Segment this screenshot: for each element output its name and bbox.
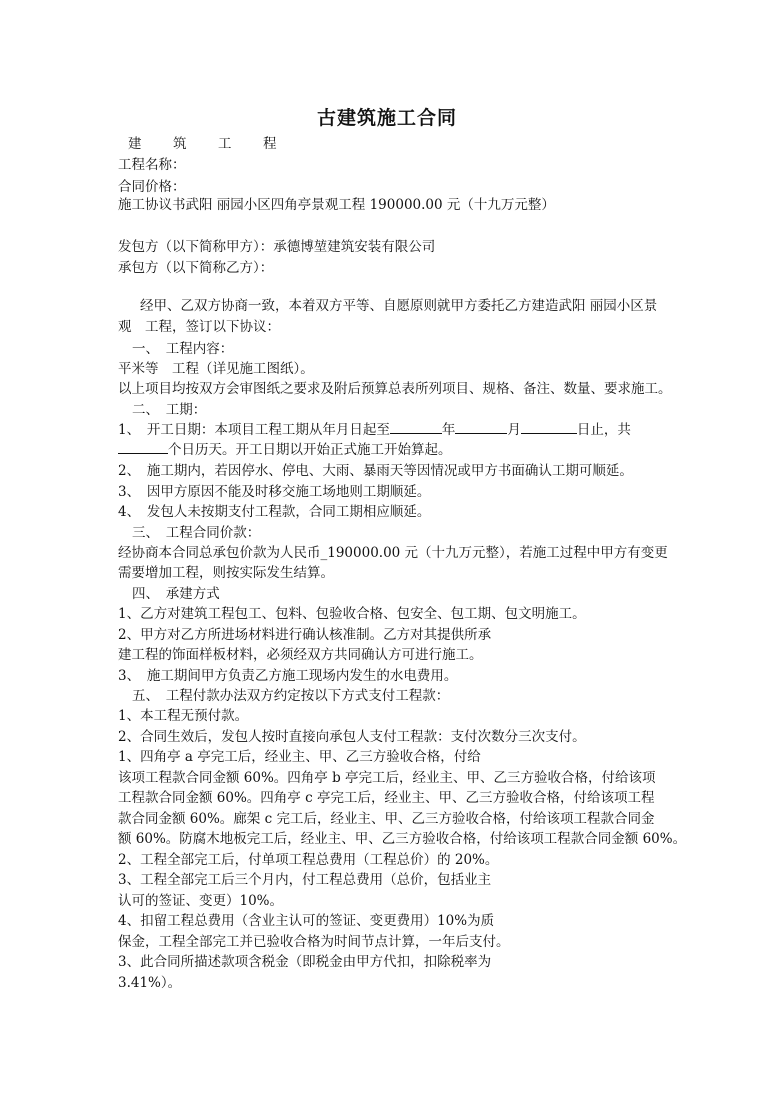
year-blank [390, 421, 442, 434]
days-blank [118, 441, 168, 454]
month-label: 月 [507, 422, 521, 438]
section-2-heading: 二、 工期： [132, 402, 207, 418]
section-2-item-1-line-2 [118, 441, 452, 459]
section-4-item-3: 3、 施工期间甲方负责乙方施工现场内发生的水电费用。 [118, 668, 458, 684]
intro-paragraph-line-2: 观 工程，签订以下协议： [118, 319, 280, 335]
section-5-item-2: 2、合同生效后，发包人按时直接向承包人支付工程款：支付次数分三次支付。 [118, 729, 586, 745]
party-a-line: 发包方（以下简称甲方）：承德博堃建筑安装有限公司 [118, 239, 436, 255]
day-blank [521, 421, 577, 434]
section-4-heading: 四、 承建方式 [132, 586, 220, 602]
section-5-item-4: 2、工程全部完工后，付单项工程总费用（工程总价）的 20%。 [118, 852, 499, 868]
section-4-item-1: 1、乙方对建筑工程包工、包料、包验收合格、包安全、包工期、包文明施工。 [118, 606, 586, 622]
section-5-heading: 五、 工程付款办法双方约定按以下方式支付工程款： [132, 688, 450, 704]
section-5-item-3-line-1: 1、四角亭 a 亭完工后，经业主、甲、乙三方验收合格，付给 [118, 749, 481, 765]
section-5-item-5-line-2: 认可的签证、变更）10%。 [118, 893, 284, 909]
section-5-item-3-line-2: 该项工程款合同金额 60%。四角亭 b 亭完工后，经业主、甲、乙三方验收合格，付给该项 [118, 770, 656, 786]
section-5-item-3-line-5: 额 60%。防腐木地板完工后，经业主、甲、乙三方验收合格，付给该项工程款合同金额 60%。 [118, 831, 687, 847]
intro-paragraph-line-1: 经甲、乙双方协商一致，本着双方平等、自愿原则就甲方委托乙方建造武阳 丽园小区景 [140, 298, 658, 314]
section-1-heading: 一、 工程内容： [132, 341, 234, 357]
section-3-heading: 三、 工程合同价款： [132, 525, 261, 541]
section-5-item-6-line-1: 4、扣留工程总费用（含业主认可的签证、变更费用）10%为质 [118, 913, 495, 929]
year-label: 年 [441, 422, 456, 438]
section-5-item-7-line-2: 3.41%）。 [118, 975, 182, 991]
start-date-text: 1、 开工日期：本项目工程工期从年月日起至 [118, 422, 390, 438]
section-2-item-4: 4、 发包人未按期支付工程款，合同工期相应顺延。 [118, 504, 431, 520]
section-2-item-2: 2、 施工期内，若因停水、停电、大雨、暴雨天等因情况或甲方书面确认工期可顺延。 [118, 463, 633, 479]
section-2-item-3: 3、 因甲方原因不能及时移交施工场地则工期顺延。 [118, 484, 431, 500]
contract-price-label: 合同价格： [118, 179, 186, 195]
project-name-label: 工程名称： [118, 157, 186, 173]
section-5-item-3-line-4: 款合同金额 60%。廊架 c 完工后，经业主、甲、乙三方验收合格，付给该项工程款合同金 [118, 811, 655, 827]
section-5-item-3-line-3: 工程款合同金额 60%。四角亭 c 亭完工后，经业主、甲、乙三方验收合格，付给该项工程 [118, 790, 655, 806]
calendar-days-text: 个日历天。开工日期以开始正式施工开始算起。 [168, 442, 452, 458]
section-3-line-1: 经协商本合同总承包价款为人民币_190000.00 元（十九万元整），若施工过程中甲方有变更 [118, 545, 668, 561]
section-1-line-2: 以上项目均按双方会审图纸之要求及附后预算总表所列项目、规格、备注、数量、要求施工。 [118, 381, 672, 397]
section-2-item-1-line-1 [118, 421, 631, 439]
section-3-line-2: 需要增加工程，则按实际发生结算。 [118, 565, 334, 581]
section-5-item-6-line-2: 保金，工程全部完工并已验收合格为时间节点计算，一年后支付。 [118, 934, 510, 950]
section-4-item-2-line-1: 2、甲方对乙方所进场材料进行确认核准制。乙方对其提供所承 [118, 627, 492, 643]
document-title: 古建筑施工合同 [316, 107, 457, 129]
agreement-line: 施工协议书武阳 丽园小区四角亭景观工程 190000.00 元（十九万元整） [118, 197, 555, 213]
section-1-line-1: 平米等 工程（详见施工图纸）。 [118, 361, 314, 377]
document-subtitle: 建 筑 工 程 [128, 136, 286, 152]
section-5-item-1: 1、本工程无预付款。 [118, 708, 249, 724]
party-b-line: 承包方（以下简称乙方）： [118, 260, 274, 276]
section-5-item-5-line-1: 3、工程全部完工后三个月内，付工程总费用（总价，包括业主 [118, 872, 492, 888]
section-4-item-2-line-2: 建工程的饰面样板材料，必须经双方共同确认方可进行施工。 [118, 647, 483, 663]
section-5-item-7-line-1: 3、此合同所描述款项含税金（即税金由甲方代扣，扣除税率为 [118, 954, 492, 970]
month-blank [455, 421, 507, 434]
day-label: 日止，共 [576, 422, 631, 438]
